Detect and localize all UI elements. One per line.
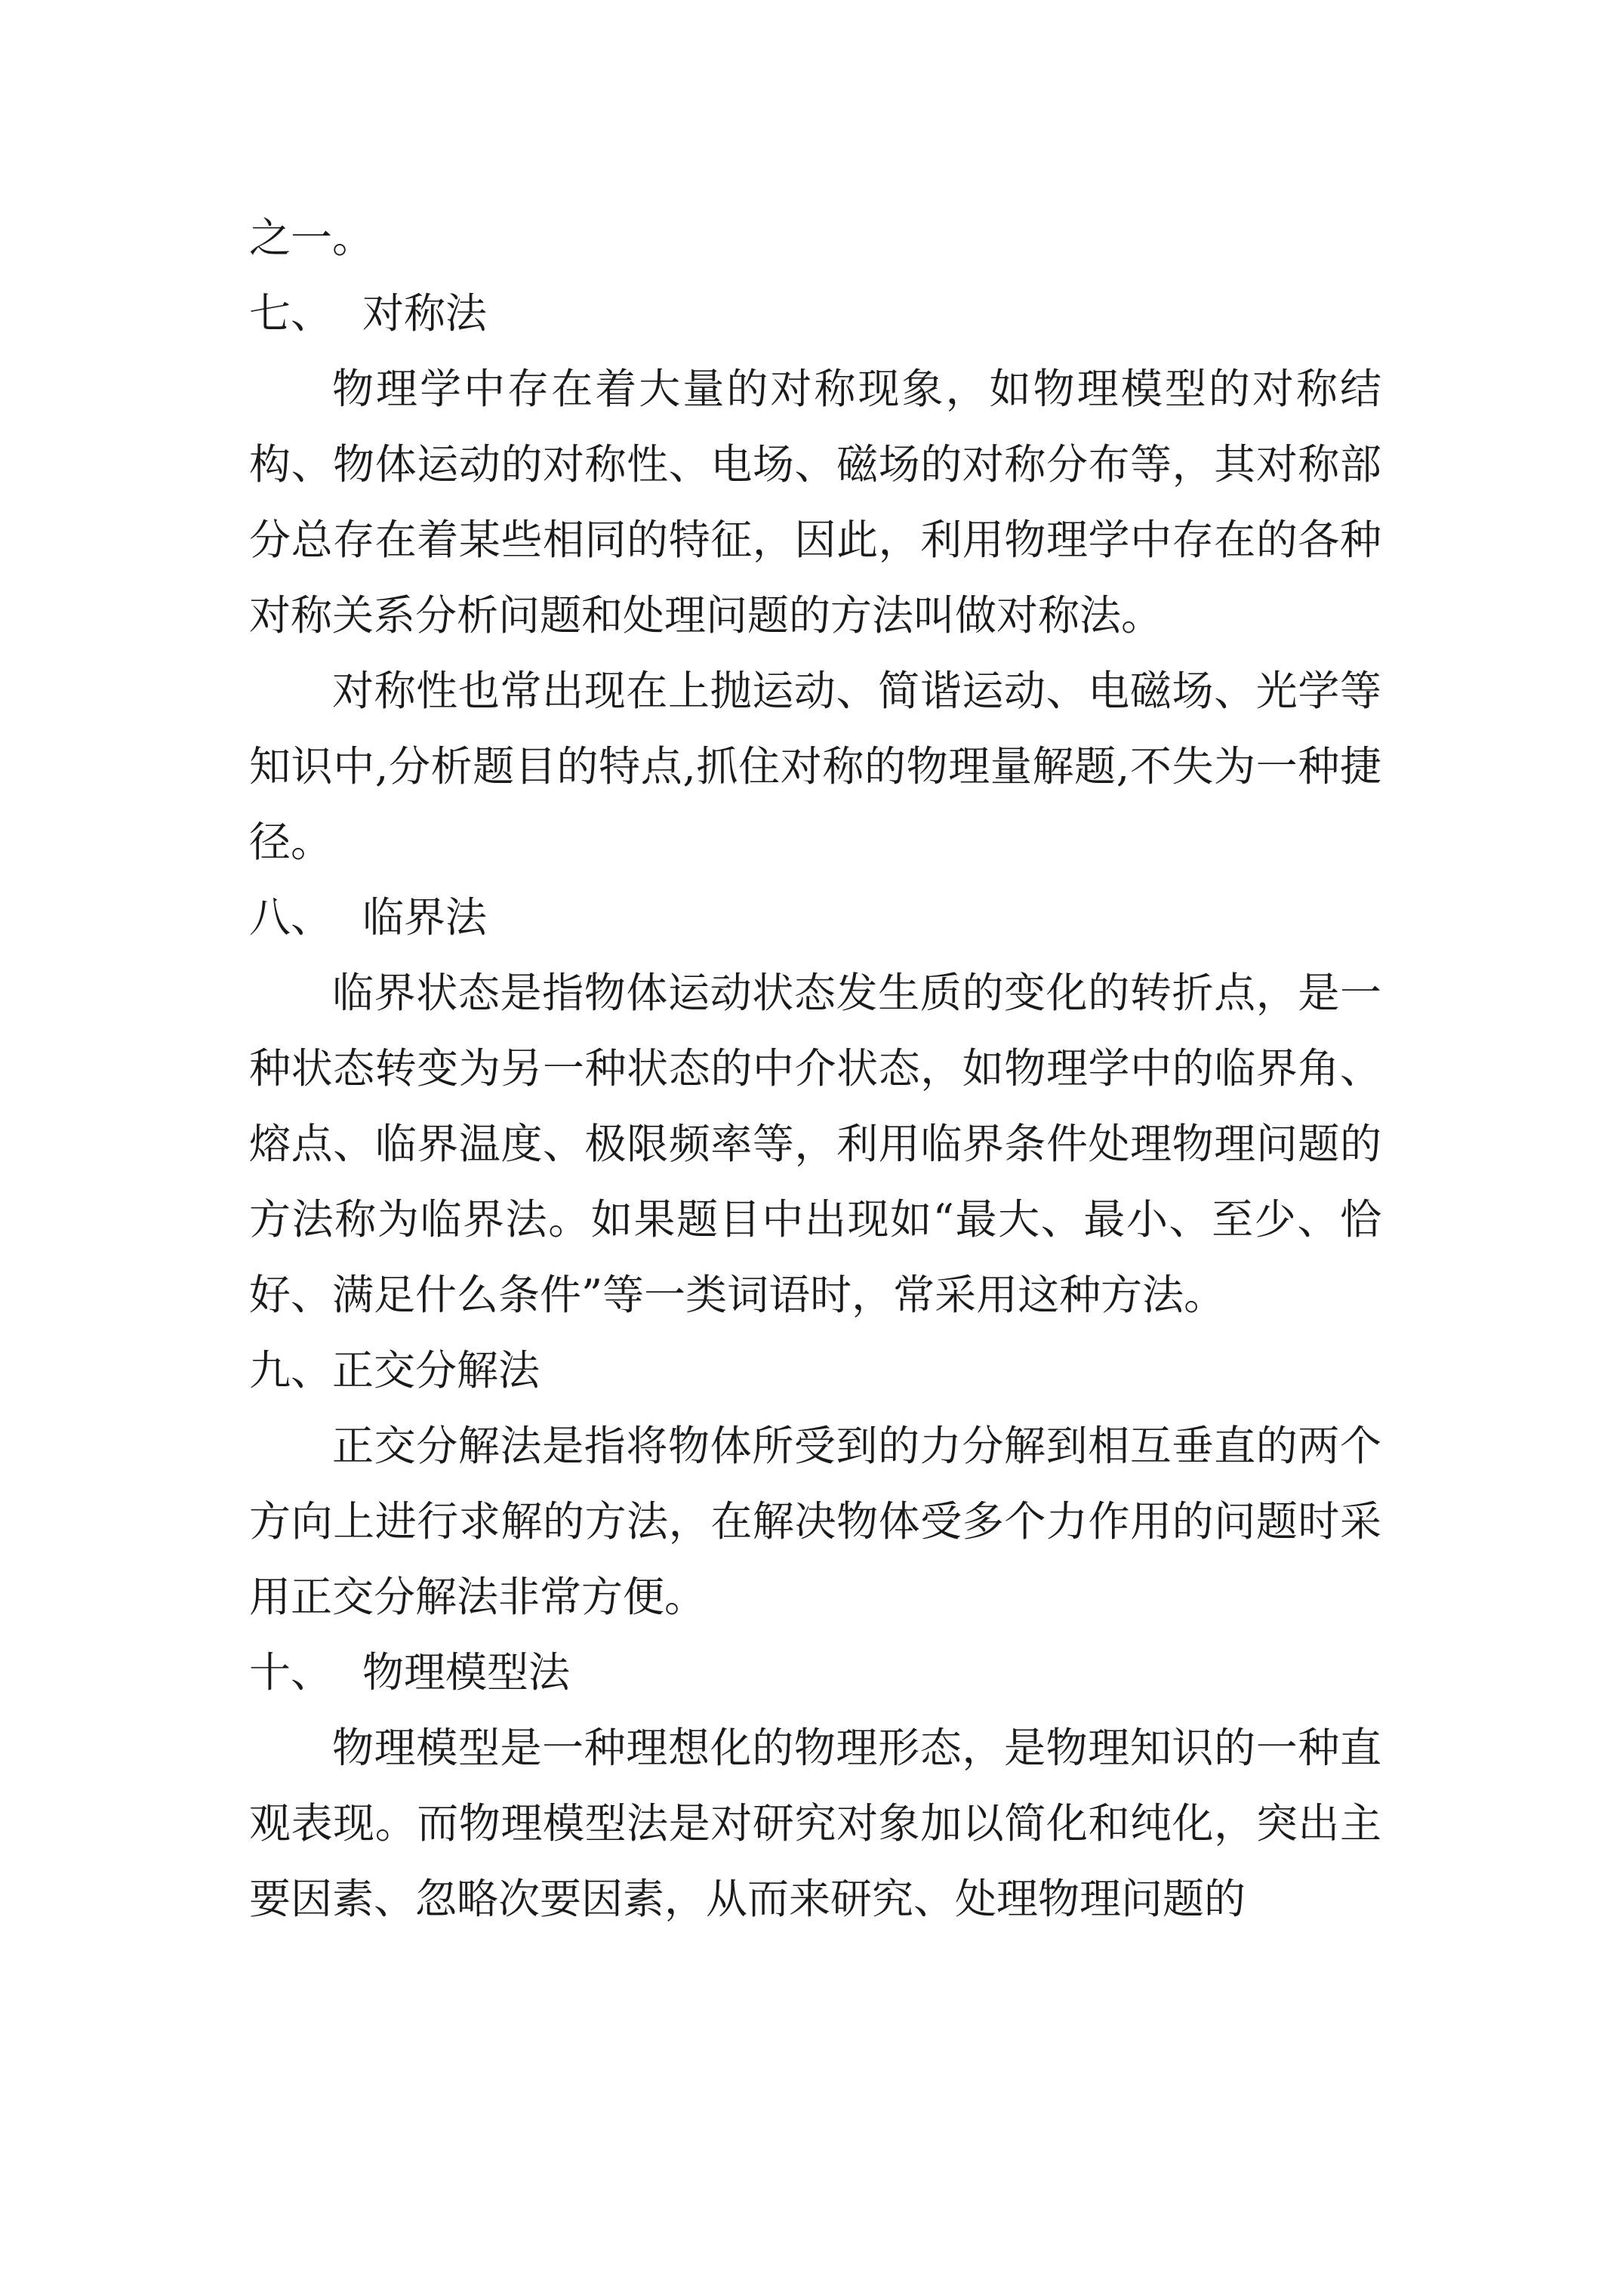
paragraph: 正交分解法是指将物体所受到的力分解到相互垂直的两个方向上进行求解的方法，在解决物体受多个力作用的问题时采用正交分解法非常方便。 <box>249 1422 1381 1621</box>
document-body <box>249 200 1381 1937</box>
section-heading-7 <box>249 276 1381 351</box>
section-number: 十、 <box>249 1648 333 1697</box>
paragraph: 对称性也常出现在上抛运动、简谐运动、电磁场、光学等知识中,分析题目的特点,抓住对称的物理量解题,不失为一种捷径。 <box>249 667 1381 866</box>
section-number: 九、 <box>249 1346 333 1395</box>
section-title: 临界法 <box>362 893 488 942</box>
section-heading-9 <box>249 1333 1381 1408</box>
paragraph: 物理模型是一种理想化的物理形态，是物理知识的一种直观表现。而物理模型法是对研究对象加以简化和纯化，突出主要因素、忽略次要因素，从而来研究、处理物理问题的 <box>249 1724 1381 1923</box>
section-heading-8 <box>249 880 1381 955</box>
section-title: 物理模型法 <box>362 1648 571 1697</box>
section-title: 对称法 <box>362 289 488 337</box>
paragraph: 物理学中存在着大量的对称现象，如物理模型的对称结构、物体运动的对称性、电场、磁场的对称分布等，其对称部分总存在着某些相同的特征，因此，利用物理学中存在的各种对称关系分析问题和处理问题的方法叫做对称法。 <box>249 365 1381 639</box>
continuation-text: 之一。 <box>249 214 374 262</box>
section-title: 正交分解法 <box>332 1346 540 1395</box>
section-number: 八、 <box>249 893 333 942</box>
section-heading-10 <box>249 1635 1381 1710</box>
section-number: 七、 <box>249 289 333 337</box>
paragraph: 临界状态是指物体运动状态发生质的变化的转折点，是一种状态转变为另一种状态的中介状态，如物理学中的临界角、熔点、临界温度、极限频率等，利用临界条件处理物理问题的方法称为临界法。如果题目中出现如“最大、最小、至少、恰好、满足什么条件”等一类词语时，常采用这种方法。 <box>249 969 1381 1319</box>
